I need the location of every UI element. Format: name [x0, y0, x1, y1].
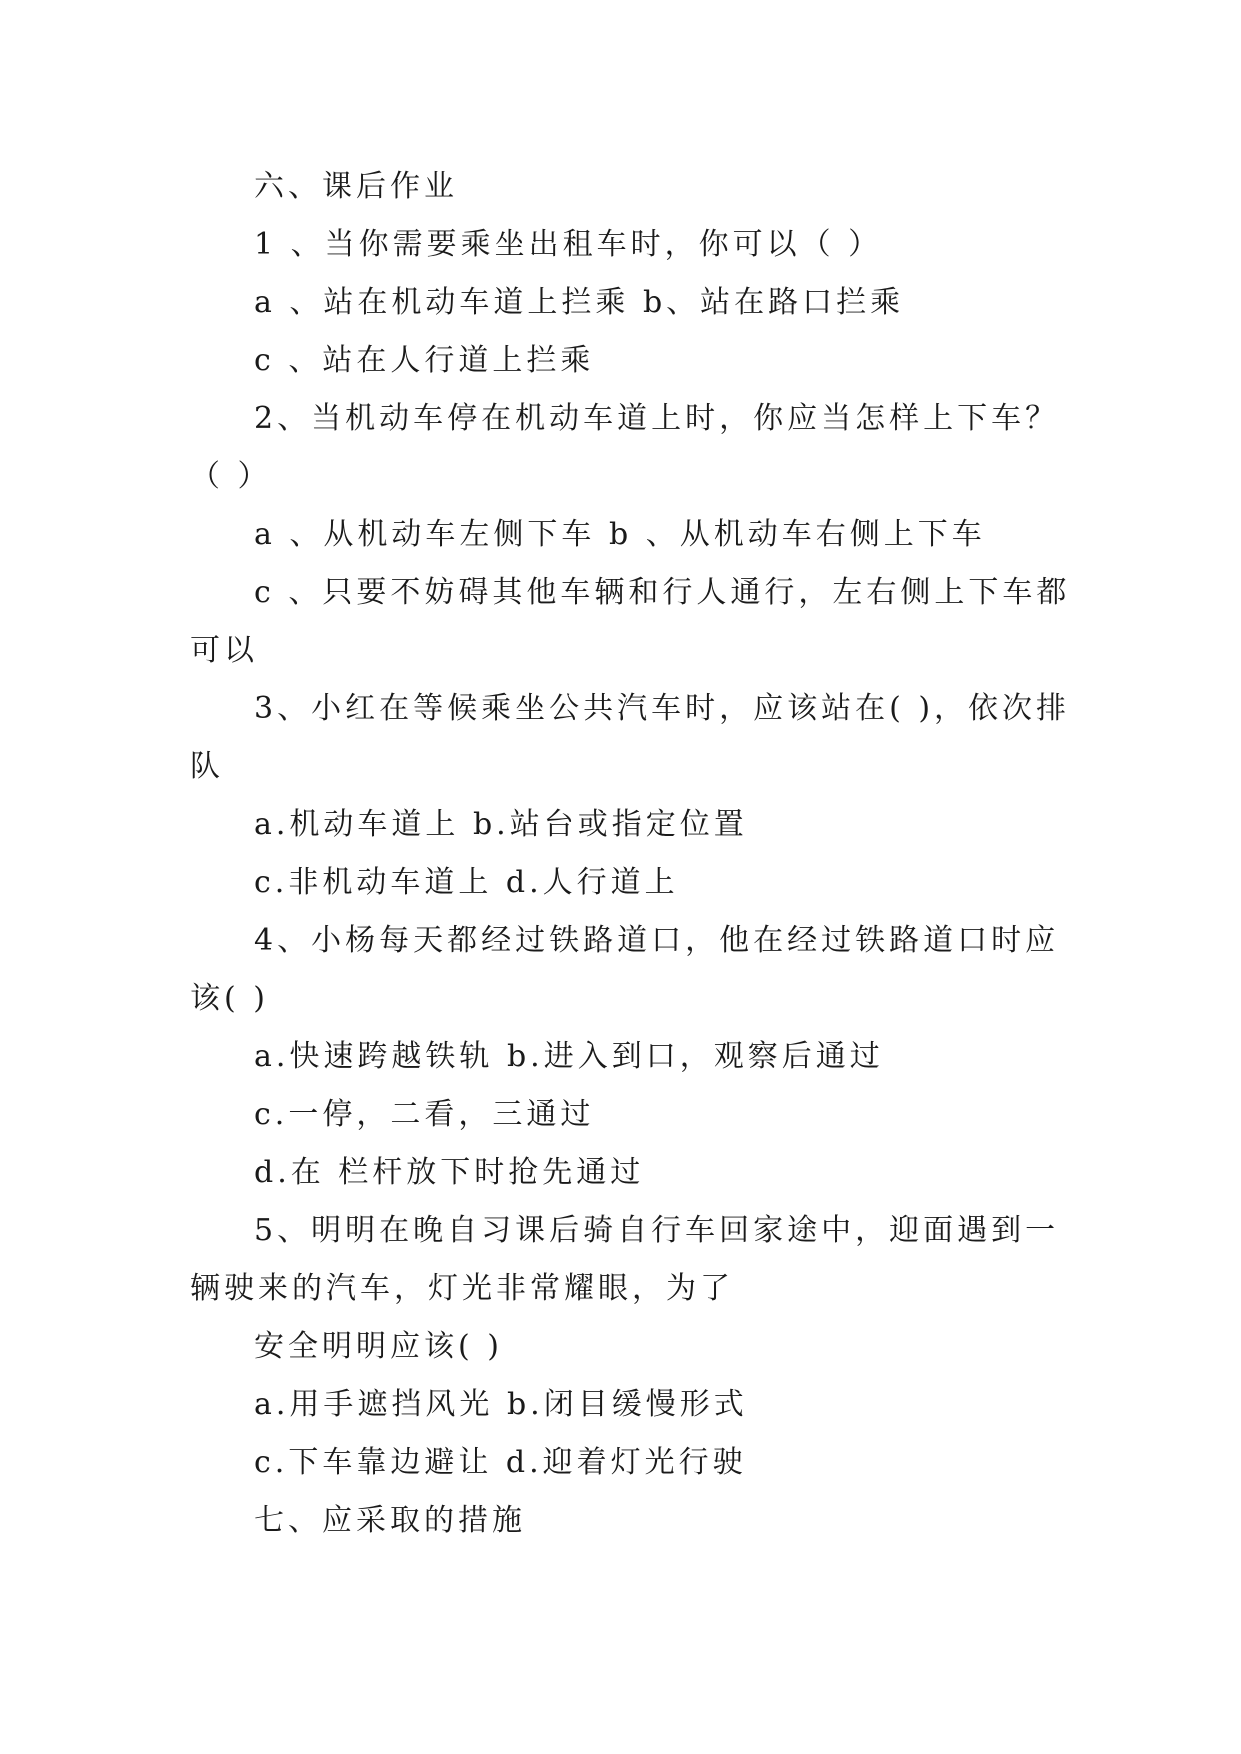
answer-options: a.快速跨越铁轨 b.进入到口，观察后通过 — [254, 1039, 884, 1074]
answer-options: c 、只要不妨碍其他车辆和行人通行，左右侧上下车都 — [254, 575, 1071, 610]
section-heading: 六、课后作业 — [254, 169, 458, 204]
question-text-continued: 队 — [190, 749, 224, 784]
answer-options: a.用手遮挡风光 b.闭目缓慢形式 — [254, 1387, 748, 1422]
answer-options-continued: 可以 — [190, 633, 258, 668]
answer-options: c.非机动车道上 d.人行道上 — [254, 865, 679, 900]
question-text: 3、小红在等候乘坐公共汽车时，应该站在( )，依次排 — [254, 691, 1071, 726]
document-body — [190, 158, 1071, 1550]
section-heading: 七、应采取的措施 — [254, 1503, 526, 1538]
question-text-continued: （ ） — [190, 459, 272, 494]
answer-options: a 、从机动车左侧下车 b 、从机动车右侧上下车 — [254, 517, 986, 552]
question-text-continued: 辆驶来的汽车，灯光非常耀眼，为了 — [190, 1271, 734, 1306]
answer-options: c.下车靠边避让 d.迎着灯光行驶 — [254, 1445, 747, 1480]
question-text-continued: 安全明明应该( ) — [254, 1329, 503, 1364]
question-text: 4、小杨每天都经过铁路道口，他在经过铁路道口时应 — [254, 923, 1060, 958]
question-text: 5、明明在晚自习课后骑自行车回家途中，迎面遇到一 — [254, 1213, 1060, 1248]
answer-options: a.机动车道上 b.站台或指定位置 — [254, 807, 748, 842]
question-text-continued: 该( ) — [190, 981, 269, 1016]
question-text: 2、当机动车停在机动车道上时，你应当怎样上下车？ — [254, 401, 1060, 436]
answer-options: a 、站在机动车道上拦乘 b、站在路口拦乘 — [254, 285, 905, 320]
answer-options: d.在 栏杆放下时抢先通过 — [254, 1155, 645, 1190]
question-text: 1 、当你需要乘坐出租车时，你可以（ ） — [254, 227, 883, 262]
answer-options: c 、站在人行道上拦乘 — [254, 343, 595, 378]
answer-options: c.一停，二看，三通过 — [254, 1097, 595, 1132]
